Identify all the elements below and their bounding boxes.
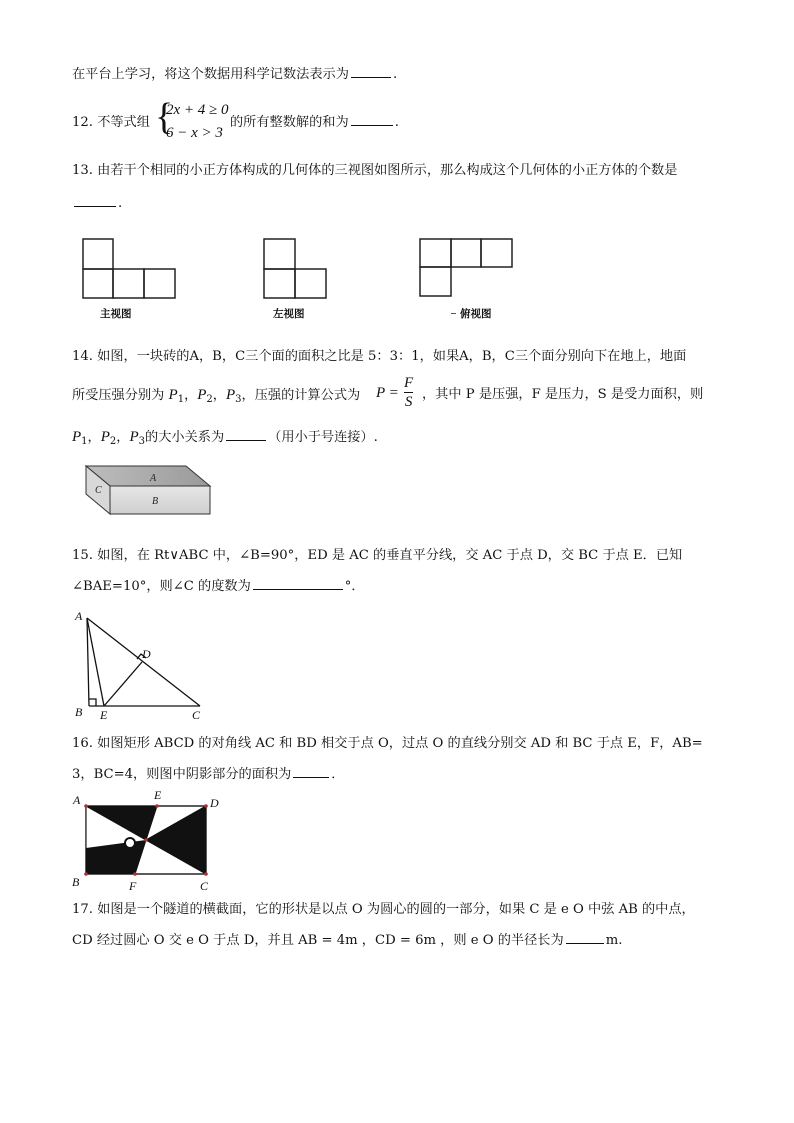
q17-line2-end: m. [605,933,623,948]
left-view-square [264,239,295,269]
q15-line2-end: °． [344,579,365,594]
label-f: F [129,879,137,892]
q11-tail [72,68,397,81]
label-a: A [75,609,83,623]
label-d: D [210,796,219,810]
triangle-figure [72,606,212,722]
answer-blank[interactable] [226,439,266,441]
rectangle-figure [68,788,228,892]
q17-line2-pre: CD 经过圆心 O 交 e O 于点 D，并且 AB = 4m ，CD = 6m ，则 e O 的半径长为 [72,933,564,948]
pressure-fraction [404,375,413,411]
p2-sub: 2 [109,436,117,447]
q16-line2 [72,768,344,781]
p2-symbol: P [197,387,207,403]
main-view-square [83,239,113,269]
q12-intro [72,116,150,129]
q15-line2 [72,580,365,593]
p3-symbol: P [129,429,139,445]
q11-end: . [392,67,398,82]
fraction-numerator: F [404,375,414,391]
label-b: B [75,705,83,719]
left-view-caption: 左视图 [273,308,305,320]
q13-line2 [72,197,122,210]
face-label-a: A [150,473,157,484]
q12-eq2: 6 − x > 3 [166,125,223,141]
label-d: D [142,647,151,661]
label-a: A [73,793,81,807]
q12-eq1: 2x + 4 ≥ 0 [166,102,229,118]
p3-sub: 3 [138,436,146,447]
q16-line1: 16. 如图矩形 ABCD 的对角线 AC 和 BD 相交于点 O，过点 O 的直线分别交 AD 和 BC 于点 E，F，AB= [72,736,703,751]
top-view-square [420,239,451,267]
q11-text: 在平台上学习，将这个数据用科学记数法表示为 [72,67,349,82]
q16-line2-end: ． [331,767,345,782]
answer-blank[interactable] [74,205,116,207]
p3-symbol: P [225,387,236,403]
q12-pre: 不等式组 [97,115,150,130]
answer-blank[interactable] [293,776,329,778]
q14-line1: 14. 如图，一块砖的A，B，C三个面的面积之比是 5：3：1，如果A，B，C三个面分别向下在地上，地面 [72,349,687,364]
p2-sub: 2 [206,394,213,405]
q15-line1: 15. 如图，在 Rt∨ABC 中，∠B=90°，ED 是 AC 的垂直平分线，交 AC 于点 D，交 BC 于点 E．已知 [72,548,683,563]
q14-line2-post: ，其中 P 是压强，F 是压力，S 是受力面积，则 [422,387,704,402]
q17-line1: 17. 如图是一个隧道的横截面，它的形状是以点 O 为圆心的圆的一部分，如果 C 是 e O 中弦 AB 的中点， [72,902,695,917]
fraction-denominator: S [404,393,413,410]
q14-line3-post: 的大小关系为 [145,430,225,445]
q12-number: 12. [72,115,93,130]
q16-line2-pre: 3，BC=4，则图中阴影部分的面积为 [72,767,292,782]
p3-sub: 3 [235,394,242,405]
label-b: B [72,875,80,889]
q12-end: . [394,115,399,130]
caption-dash [451,313,456,314]
p2-symbol: P [100,429,110,445]
label-e: E [154,788,162,802]
brick-front-face [110,486,210,514]
answer-blank[interactable] [351,124,393,126]
three-views-figure [80,236,520,302]
face-label-c: C [95,485,102,496]
q13-end: . [118,196,123,211]
q17-line2 [72,934,622,947]
p1-sub: 1 [177,394,185,405]
q12-tail [230,116,399,129]
answer-blank[interactable] [351,76,391,78]
q14-line2-mid: ，压强的计算公式为 [241,388,361,403]
q12-post: 的所有整数解的和为 [230,115,349,130]
answer-blank[interactable] [253,588,343,590]
p1-symbol: P [72,429,82,445]
q14-line2: 所受压强分别为 $P_1$，$P_2$，$P_3$，压强的计算公式为 [72,387,361,405]
point-o-circle [125,838,135,848]
q14-line3-end: （用小于号连接）. [268,430,378,445]
face-label-b: B [152,496,159,507]
brick-figure [84,462,216,520]
label-e: E [100,708,108,722]
label-c: C [192,708,201,722]
q14-line3: $P_1$，$P_2$，$P_3$的大小关系为 （用小于号连接）. [72,429,378,447]
answer-blank[interactable] [566,942,604,944]
system-brace: { [155,96,174,138]
p1-sub: 1 [81,436,88,447]
main-view-caption: 主视图 [100,308,132,320]
q15-line2-pre: ∠BAE=10°，则∠C 的度数为 [72,579,251,594]
q14-line2-pre: 所受压强分别为 [72,388,165,403]
q13-line1: 13. 由若干个相同的小正方体构成的几何体的三视图如图所示，那么构成这个几何体的小正方体的个数是 [72,163,678,178]
label-c: C [200,879,209,892]
p1-symbol: P [168,387,178,403]
pressure-formula-lhs: P = [376,385,399,401]
top-view-caption: 俯视图 [460,308,492,320]
